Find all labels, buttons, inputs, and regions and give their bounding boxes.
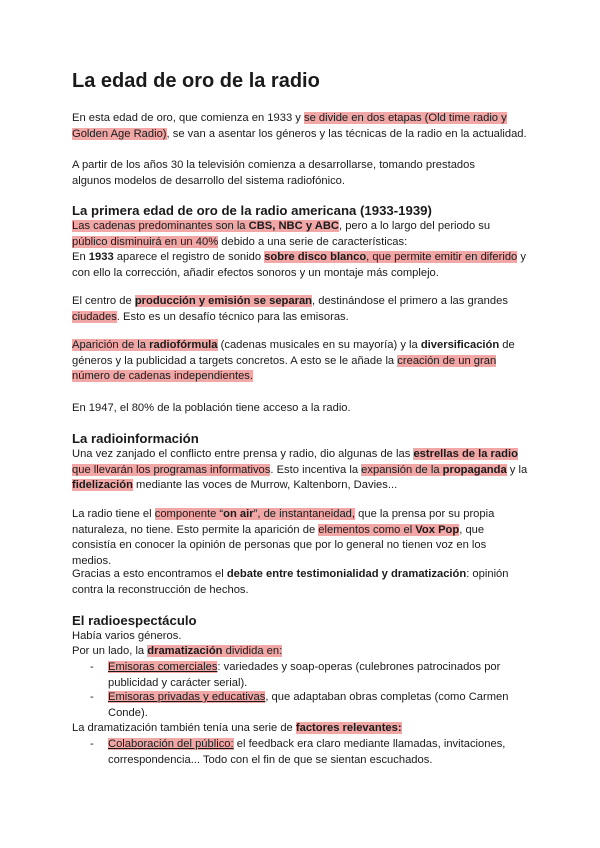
- s2-paragraph-on-air: [72, 507, 528, 569]
- list-dash: -: [90, 738, 94, 750]
- highlight: dramatización dividida en:: [147, 645, 283, 657]
- list-item-colaboracion-publico: [90, 737, 530, 768]
- list-dash: -: [90, 661, 94, 673]
- s1-paragraph-cadenas: [72, 219, 528, 281]
- highlight: Emisoras privadas y educativas: [108, 691, 266, 703]
- text: de géneros y la publicidad a targets concretos. A esto se le añade la: [72, 339, 515, 367]
- text: , destinándose el primero a las grandes: [312, 295, 508, 307]
- text: (cadenas musicales en su mayoría) y la: [217, 339, 421, 351]
- section-heading-radioespectaculo: El radioespectáculo: [72, 613, 197, 628]
- s2-paragraph-debate: [72, 567, 528, 598]
- bold-text: diversificación: [420, 339, 500, 351]
- text: el feedback era claro mediante llamadas, invitaciones, correspondencia... Todo con el fin de que se sientan escuchados.: [108, 738, 506, 766]
- highlight: público disminuirá en un 40%: [72, 235, 219, 248]
- highlight: factores relevantes:: [295, 722, 402, 734]
- text: que la prensa por su propia naturaleza, no tiene. Esto permite la aparición de: [72, 508, 495, 536]
- text: La dramatización también tenía una serie de: [72, 722, 296, 734]
- text: : variedades y soap-operas (culebrones patrocinados por publicidad y carácter serial).: [108, 661, 501, 689]
- text: aparece el registro de sonido: [113, 251, 265, 264]
- text: , que consistía en conocer la opinión de personas que por lo general no tienen voz en los medios.: [72, 523, 487, 567]
- highlight: estrellas de la radio: [413, 448, 518, 460]
- page-title: La edad de oro de la radio: [72, 70, 320, 92]
- s3-line-dramatizacion: [72, 644, 528, 660]
- highlight: expansión de la propaganda: [361, 463, 507, 476]
- text: . Esto es un desafío técnico para las emisoras.: [116, 310, 349, 323]
- text: Una vez zanjado el conflicto entre prensa y radio, dio algunas de las: [72, 448, 414, 460]
- s1-paragraph-centro: [72, 294, 528, 325]
- text: , se van a asentar los géneros y las técnicas de la radio en la actualidad.: [166, 127, 527, 140]
- text: : opinión contra la reconstrucción de hechos.: [72, 568, 509, 596]
- highlight: producción y emisión se separan: [134, 295, 313, 307]
- text: , que adaptaban obras completas (como Carmen Conde).: [108, 691, 509, 719]
- text: La radio tiene el: [72, 508, 155, 520]
- highlight: sobre disco blanco: [264, 251, 367, 264]
- section-heading-radioinformacion: La radioinformación: [72, 431, 199, 446]
- list-item-emisoras-privadas: [90, 690, 530, 721]
- highlight: creación de un gran número de cadenas independientes.: [72, 354, 497, 383]
- text: En: [72, 251, 89, 264]
- intro-paragraph-2: A partir de los años 30 la televisión comienza a desarrollarse, tomando prestados algunos modelos de desarrollo del sistema radiofónico.: [72, 159, 475, 187]
- bold-text: debate entre testimonialidad y dramatización: [226, 568, 467, 580]
- highlight: Colaboración del público:: [108, 738, 234, 750]
- text: Por un lado, la: [72, 645, 148, 657]
- text: debido a una serie de características:: [218, 235, 408, 248]
- highlight: Aparición de la radiofórmula: [72, 339, 218, 351]
- text: y con ello la corrección, añadir efectos sonoros y un montaje más complejo.: [72, 251, 526, 279]
- highlight: Emisoras comerciales: [108, 661, 218, 673]
- text: mediante las voces de Murrow, Kaltenborn, Davies...: [132, 479, 398, 492]
- highlight: Las cadenas predominantes son la CBS, NBC y ABC: [72, 220, 339, 232]
- highlight: ciudades: [72, 310, 117, 323]
- list-dash: -: [90, 691, 94, 703]
- highlight: se divide en dos etapas (Old time radio y Golden Age Radio): [72, 112, 507, 140]
- highlight: fidelización: [72, 479, 133, 492]
- text: y la: [506, 463, 528, 476]
- list-item-emisoras-comerciales: [90, 660, 530, 691]
- highlight: componente “on air”, de instantaneidad,: [154, 508, 356, 520]
- s1-paragraph-1947: En 1947, el 80% de la población tiene acceso a la radio.: [72, 402, 351, 414]
- s3-line-factores: [72, 721, 528, 737]
- bold-text: 1933: [88, 251, 114, 264]
- highlight: , que permite emitir en diferido: [366, 251, 518, 264]
- text: En esta edad de oro, que comienza en 1933 y: [72, 112, 304, 124]
- s3-line-generos: Había varios géneros.: [72, 630, 182, 642]
- intro-paragraph-1: [72, 111, 528, 142]
- highlight: que llevarán los programas informativos: [72, 463, 271, 476]
- section-heading-golden-age: La primera edad de oro de la radio americana (1933-1939): [72, 203, 432, 218]
- text: , pero a lo largo del periodo su: [338, 220, 491, 232]
- s2-paragraph-estrellas: [72, 447, 528, 494]
- text: Gracias a esto encontramos el: [72, 568, 227, 580]
- highlight: elementos como el Vox Pop: [318, 523, 460, 536]
- text: El centro de: [72, 295, 135, 307]
- text: . Esto incentiva la: [270, 463, 362, 476]
- s1-paragraph-radioformula: [72, 338, 528, 385]
